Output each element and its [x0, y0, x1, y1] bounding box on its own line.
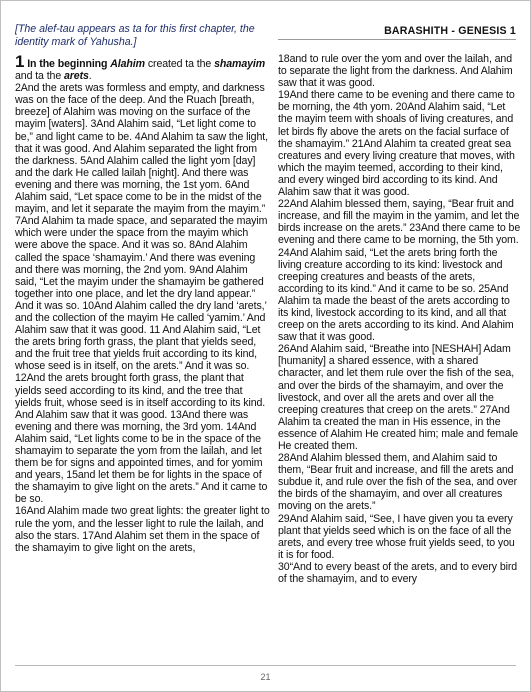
verse-1: 1 In the beginning Alahim created ta the shamayim and ta the arets. — [15, 52, 266, 83]
page-number: 21 — [260, 672, 271, 682]
alef-tau-note — [15, 23, 265, 48]
left-column — [15, 52, 270, 554]
verses-2-15: 2And the arets was formless and empty, and darkness was on the face of the deep. And the Ruach [breath, breeze] of Alahim was moving on the surface of the mayim [waters]. 3And Alahim said, “Let light come to be,” and light came to be. 4And Alahim ta saw the light, that it was good. And Alahim separated the light from the darkness. 5And Alahim called the light yom [day] and the dark He called lailah [night]. And there was evening and there was morning, the 1st yom. 6And Alahim said, “Let space come to be in the midst of the mayim, and let it separate the mayim from the mayim.” 7And Alahim ta made space, and separated the mayim which were under the space from the mayim which were above the space. And it was so. 8And Alahim called the space ‘shamayim.’ And there was evening and there was morning, the 2nd yom. 9And Alahim said, “Let the mayim under the shamayim be gathered together into one place, and let the dry land appear.” And it was so. 10And Alahim called the dry land ‘arets,’ and the collection of the mayim He called ‘yamim.’ And Alahim saw that it was good. 11 And Alahim said, “Let the arets bring forth grass, the plant that yields seed, and the fruit tree that yields fruit according to its kind, whose seed is in itself, on the arets.” And it was so. 12And the arets brought forth grass, the plant that yields seed according to its kind, and the tree that yields fruit, whose seed is in itself according to its kind. And Alahim saw that it was good. 13And there was evening and there was morning, the 3rd yom. 14And Alahim said, “Let lights come to be in the space of the shamayim to separate the yom from the lailah, and let them be for signs and appointed times, and for yomim and years, 15and let them be for lights in the space of the shamayim to give light on the arets.” And it came to be so. — [15, 82, 268, 506]
alef-tau-note-text: [The alef-tau appears as ta for this first chapter, the identity mark of Yahusha.] — [15, 23, 255, 48]
verses-24-25: 24And Alahim said, “Let the arets bring forth the living creature according to its kind: livestock and creeping creatures and beasts of the arets, according to its kind.” And it came to be so. 25And Alahim ta made the beast of the arets according to its kind, livestock according to its kind, and all that creep on the arets according to its kind. And Alahim saw that it was good. — [278, 246, 514, 344]
verse-30: 30“And to every beast of the arets, and to every bird of the shamayim, and to every — [278, 560, 518, 586]
verse-18: 18and to rule over the yom and over the lailah, and to separate the light from the darkness. And Alahim saw that it was good. — [278, 53, 513, 90]
verses-16-17: 16And Alahim made two great lights: the greater light to rule the yom, and the lesser light to rule the lailah, and also the stars. 17And Alahim set them in the space of the shamayim to give light on the arets, — [15, 505, 270, 554]
verses-22-23: 22And Alahim blessed them, saying, “Bear fruit and increase, and fill the mayim in the yamim, and let the birds increase on the arets.” 23And there came to be evening and there came to be morning, the 5th yom. — [278, 198, 521, 247]
footer-rule — [15, 665, 516, 666]
right-column — [278, 53, 521, 585]
verse-28: 28And Alahim blessed them, and Alahim said to them, “Bear fruit and increase, and fill the arets and subdue it, and rule over the fish of the sea, and over the birds of the shamayim, and over all creatures moving on the arets.” — [278, 452, 518, 513]
verse-29: 29And Alahim said, “See, I have given you ta every plant that yields seed which is on the face of all the arets, and every tree whose fruit yields seed, to you it is for food. — [278, 512, 515, 561]
verses-26-27: 26And Alahim said, “Breathe into [NESHAH] Adam [humanity] a shared essence, with a shared character, and let them rule over the fish of the sea, and over the birds of the shamayim, and over the livestock, and over all the arets and over all the creeping creatures that creep on the arets.” 27And Alahim ta created the man in His essence, in the essence of Alahim He created him; male and female He created them. — [278, 343, 519, 452]
verses-19-21: 19And there came to be evening and there came to be morning, the 4th yom. 20And Alahim said, “Let the mayim teem with shoals of living creatures, and let birds fly above the arets on the facial surface of the shamayim.” 21And Alahim ta created great sea creatures and every living creature that moves, with which the mayim teemed, according to their kind, and every winged bird according to its kind. And Alahim saw that it was good. — [278, 89, 515, 199]
header-rule — [278, 39, 516, 40]
chapter-number: 1 — [15, 52, 25, 71]
running-head: BARASHITH - GENESIS 1 — [384, 25, 516, 37]
